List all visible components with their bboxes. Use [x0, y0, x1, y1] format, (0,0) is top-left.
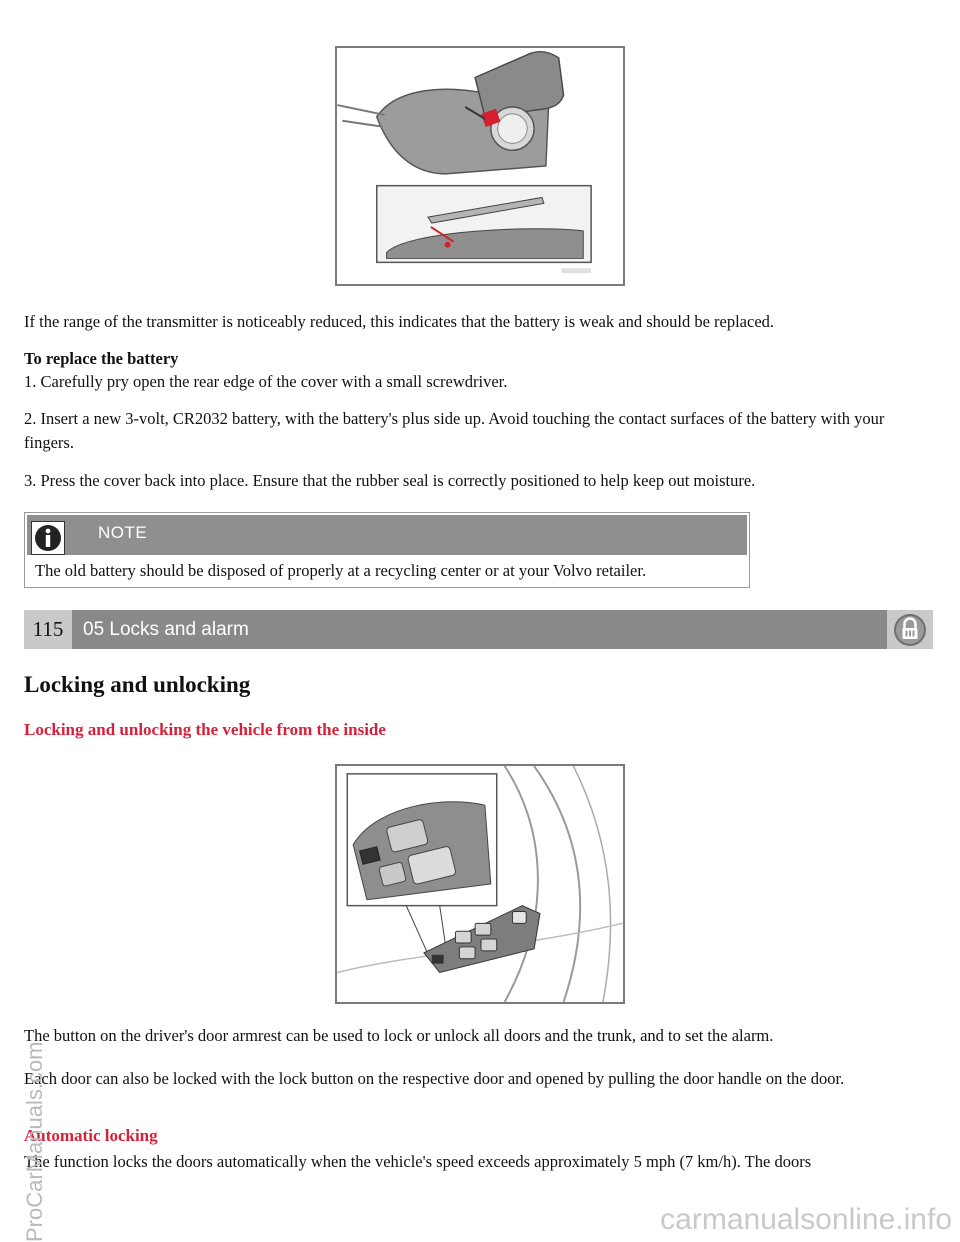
- padlock-icon: [887, 610, 933, 649]
- each-door-paragraph: Each door can also be locked with the lock button on the respective door and opened by pulling the door handle on the door.: [24, 1069, 845, 1088]
- step-3: 3. Press the cover back into place. Ensure that the rubber seal is correctly positioned to help keep out moisture.: [24, 471, 756, 490]
- section-heading: Locking and unlocking: [24, 672, 251, 697]
- step-1: 1. Carefully pry open the rear edge of the cover with a small screwdriver.: [24, 372, 508, 391]
- automatic-locking-paragraph: The function locks the doors automatically when the vehicle's speed exceeds approximately 5 mph (7 km/h). The doors: [24, 1152, 812, 1171]
- step-2: 2. Insert a new 3-volt, CR2032 battery, with the battery's plus side up. Avoid touching the contact surfaces of the battery with your fingers.: [24, 409, 885, 452]
- automatic-locking-heading: Automatic locking: [24, 1126, 158, 1145]
- key-battery-drawing: [337, 48, 623, 284]
- note-text: The old battery should be disposed of properly at a recycling center or at your Volvo retailer.: [35, 561, 647, 580]
- armrest-button-paragraph: The button on the driver's door armrest can be used to lock or unlock all doors and the trunk, and to set the alarm.: [24, 1026, 774, 1045]
- range-paragraph: If the range of the transmitter is noticeably reduced, this indicates that the battery is weak and should be replaced.: [24, 312, 775, 331]
- page-number: 115: [24, 610, 72, 649]
- door-armrest-lock-illustration: [335, 764, 625, 1004]
- door-armrest-drawing: [337, 766, 623, 1002]
- note-box: [24, 512, 750, 588]
- key-battery-illustration: [335, 46, 625, 286]
- note-label: NOTE: [98, 523, 148, 542]
- bottom-watermark: carmanualsonline.info: [660, 1203, 952, 1236]
- note-header: [27, 515, 747, 555]
- section-title: 05 Locks and alarm: [83, 619, 249, 640]
- info-icon: [31, 521, 65, 555]
- section-header-bar: [24, 610, 933, 649]
- left-watermark: ProCarManuals.com: [22, 1041, 47, 1242]
- section-subheading: Locking and unlocking the vehicle from the inside: [24, 720, 386, 739]
- replace-battery-heading: To replace the battery: [24, 349, 179, 368]
